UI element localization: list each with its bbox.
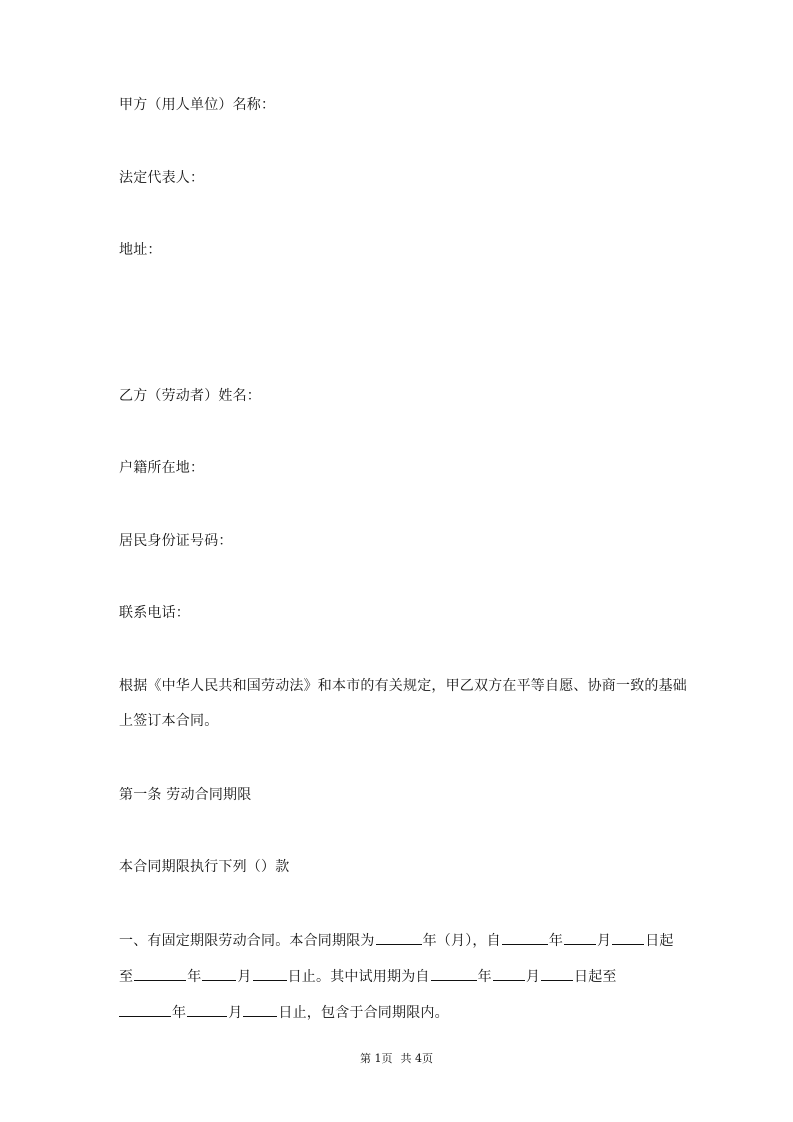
- article-1-heading: 第一条 劳动合同期限: [119, 787, 252, 803]
- clause-text: 月: [228, 1005, 243, 1021]
- id-number-label: 居民身份证号码：: [119, 533, 233, 549]
- clause-text: 日止。其中试用期为自: [287, 969, 430, 985]
- blank-underline: [564, 930, 596, 945]
- clause-text: 年: [477, 969, 492, 985]
- article-1-intro: 本合同期限执行下列（）款: [119, 859, 290, 875]
- blank-underline: [187, 1002, 227, 1017]
- preamble-line-2: 上签订本合同。: [119, 713, 219, 729]
- blank-underline: [253, 966, 287, 981]
- blank-underline: [119, 1002, 171, 1017]
- preamble-line-1: 根据《中华人民共和国劳动法》和本市的有关规定，甲乙双方在平等自愿、协商一致的基础: [119, 678, 687, 694]
- page-footer: [0, 1052, 793, 1066]
- clause-text: 年: [548, 933, 564, 949]
- blank-underline: [493, 966, 525, 981]
- page-total: 共 4页: [400, 1052, 433, 1065]
- clause-text: 日起: [645, 933, 674, 949]
- phone-label: 联系电话：: [119, 605, 190, 621]
- party-a-name-label: 甲方（用人单位）名称：: [119, 97, 276, 113]
- blank-underline: [376, 930, 422, 945]
- blank-underline: [431, 966, 477, 981]
- legal-representative-label: 法定代表人：: [119, 170, 205, 186]
- blank-underline: [202, 966, 236, 981]
- blank-underline: [541, 966, 573, 981]
- clause-1-line-1: [119, 930, 674, 951]
- clause-text: 日止，包含于合同期限内。: [278, 1005, 449, 1021]
- blank-underline: [612, 930, 644, 945]
- clause-text: 年: [172, 1005, 187, 1021]
- clause-text: 月: [597, 933, 612, 949]
- party-b-name-label: 乙方（劳动者）姓名：: [119, 388, 261, 404]
- blank-underline: [134, 966, 186, 981]
- clause-text: 一、有固定期限劳动合同。本合同期限为: [119, 933, 375, 949]
- clause-text: 日起至: [574, 969, 617, 985]
- household-registration-label: 户籍所在地：: [119, 460, 205, 476]
- clause-text: 月: [237, 969, 252, 985]
- clause-1-line-2: [119, 966, 617, 987]
- clause-1-line-3: [119, 1002, 449, 1023]
- blank-underline: [243, 1002, 277, 1017]
- clause-text: 年（月），自: [422, 933, 501, 949]
- blank-underline: [502, 930, 548, 945]
- clause-text: 至: [119, 969, 134, 985]
- clause-text: 年: [187, 969, 202, 985]
- clause-text: 月: [525, 969, 541, 985]
- page-number: 第 1页: [360, 1052, 393, 1065]
- party-a-address-label: 地址：: [119, 242, 162, 258]
